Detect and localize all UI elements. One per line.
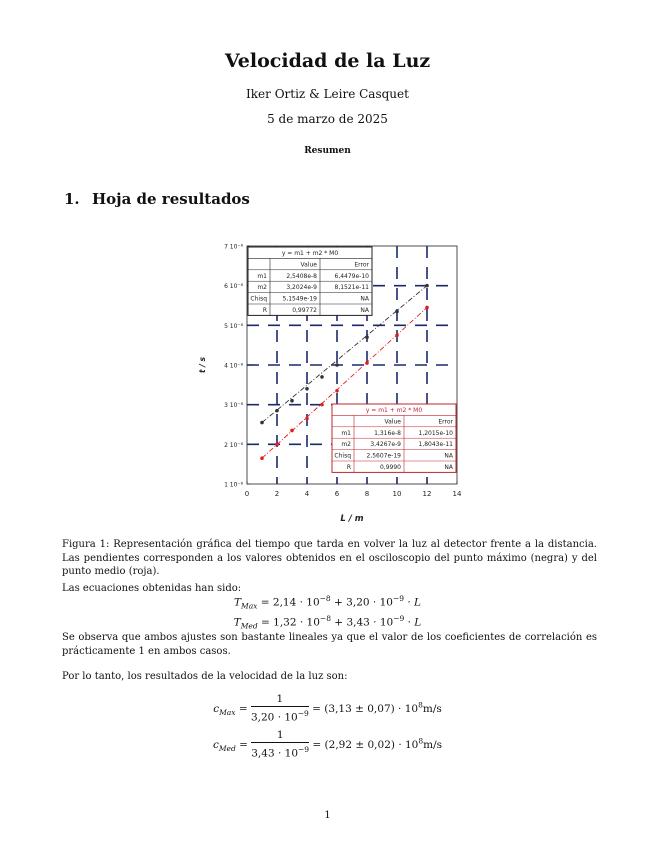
fit-table-black-cell: m1 bbox=[257, 272, 267, 280]
x-tick-label: 14 bbox=[452, 490, 462, 498]
x-tick-label: 0 bbox=[244, 490, 250, 498]
data-point-series-1 bbox=[260, 421, 264, 425]
section-title: Hoja de resultados bbox=[92, 190, 250, 208]
y-tick-label: 2 10⁻⁸ bbox=[224, 441, 243, 449]
data-point-series-2 bbox=[425, 306, 429, 310]
abstract-heading: Resumen bbox=[304, 146, 351, 156]
data-point-series-1 bbox=[275, 409, 279, 413]
x-tick-label: 8 bbox=[364, 490, 370, 498]
data-point-series-2 bbox=[320, 403, 324, 407]
data-point-series-1 bbox=[425, 284, 429, 288]
date: 5 de marzo de 2025 bbox=[267, 112, 388, 126]
y-tick-label: 6 10⁻⁸ bbox=[224, 283, 243, 291]
data-point-series-1 bbox=[395, 310, 399, 314]
y-tick-label: 7 10⁻⁸ bbox=[224, 243, 243, 251]
figure-chart bbox=[195, 236, 465, 526]
fit-table-red-cell: 0,9990 bbox=[380, 464, 401, 471]
linearity-paragraph: Se observa que ambos ajustes son bastante lineales ya que el valor de los coeficientes de correlación es prácticamente 1 en ambos casos. bbox=[62, 632, 597, 657]
fit-table-red-cell: 1,8043e-11 bbox=[418, 441, 453, 449]
data-point-series-1 bbox=[305, 387, 309, 391]
results-intro: Por lo tanto, los resultados de la velocidad de la luz son: bbox=[62, 671, 348, 682]
fit-table-red-cell: NA bbox=[444, 452, 453, 460]
x-axis-label: L / m bbox=[340, 514, 364, 524]
data-point-series-1 bbox=[290, 399, 294, 403]
data-point-series-2 bbox=[260, 456, 264, 460]
data-point-series-2 bbox=[275, 443, 279, 447]
fit-table-red-cell: NA bbox=[444, 464, 453, 471]
fit-table-red-cell: 2,5607e-19 bbox=[366, 452, 401, 460]
fit-table-black-cell: NA bbox=[360, 307, 369, 314]
authors: Iker Ortiz & Leire Casquet bbox=[246, 87, 409, 101]
section-number: 1. bbox=[64, 190, 80, 208]
data-point-series-2 bbox=[395, 333, 399, 337]
fit-table-black-cell: R bbox=[262, 307, 267, 314]
fit-table-red-cell: 1,316e-8 bbox=[374, 429, 401, 437]
y-tick-label: 5 10⁻⁸ bbox=[224, 322, 243, 330]
data-point-series-2 bbox=[335, 389, 339, 393]
x-tick-label: 10 bbox=[392, 490, 402, 498]
data-point-series-1 bbox=[320, 375, 324, 379]
x-tick-label: 2 bbox=[274, 490, 280, 498]
data-point-series-2 bbox=[305, 417, 309, 421]
fit-table-red-cell: m2 bbox=[341, 441, 351, 449]
fit-table-red-header: Value bbox=[384, 418, 401, 426]
fit-table-black-cell: Chisq bbox=[250, 295, 267, 303]
fit-table-black-cell: 5,1549e-19 bbox=[282, 295, 317, 303]
page-title: Velocidad de la Luz bbox=[224, 50, 431, 72]
y-axis-label: t / s bbox=[198, 356, 207, 374]
figure-caption: Figura 1: Representación gráfica del tiempo que tarda en volver la luz al detector frente a la distancia. Las pendientes corresponden a los valores obtenidos en el osciloscopio del punto máximo (negra) y del punto medio (roja). bbox=[62, 539, 597, 577]
data-point-series-2 bbox=[365, 361, 369, 365]
data-point-series-1 bbox=[365, 335, 369, 339]
fit-table-black-cell: 3,2024e-9 bbox=[286, 284, 317, 292]
fit-table-red-cell: 3,4267e-9 bbox=[370, 441, 401, 449]
x-tick-label: 12 bbox=[422, 490, 432, 498]
y-tick-label: 3 10⁻⁸ bbox=[224, 402, 243, 410]
fit-table-red-cell: m1 bbox=[341, 429, 351, 437]
fit-table-black-equation: y = m1 + m2 * M0 bbox=[281, 250, 339, 257]
fit-table-black-cell: 8,1521e-11 bbox=[334, 284, 369, 292]
x-tick-label: 6 bbox=[334, 490, 340, 498]
data-point-series-1 bbox=[335, 363, 339, 367]
fit-table-black-cell: NA bbox=[360, 295, 369, 303]
fraction: $\frac{1}{3,43 \cdot 10^{-9}}$ bbox=[251, 729, 310, 760]
fit-table-red-cell: R bbox=[346, 464, 351, 471]
fit-table-black-cell: m2 bbox=[257, 284, 267, 292]
fit-table-black-cell: 2,5408e-8 bbox=[286, 272, 317, 280]
y-tick-label: 4 10⁻⁸ bbox=[224, 362, 243, 370]
fit-table-red-header: Error bbox=[438, 418, 453, 426]
equation-t-max: $T_{Max} = 2,14 \cdot 10^{-8} + 3,20 \cdot 10^{-9} \cdot L$ bbox=[234, 594, 421, 611]
data-point-series-2 bbox=[290, 429, 294, 433]
fit-table-black-cell: 0,99772 bbox=[292, 307, 317, 314]
fit-table-red-cell: Chisq bbox=[334, 452, 351, 460]
fit-table-black-cell: 6,4479e-10 bbox=[334, 272, 369, 280]
x-tick-label: 4 bbox=[304, 490, 310, 498]
equation-t-med: $T_{Med} = 1,32 \cdot 10^{-8} + 3,43 \cdot 10^{-9} \cdot L$ bbox=[233, 614, 422, 631]
fit-table-black-header: Value bbox=[300, 261, 317, 269]
fit-table-red-equation: y = m1 + m2 * M0 bbox=[365, 407, 423, 414]
equation-c-max: $c_{Max}$ = $\frac{1}{3,20 \cdot 10^{-9}}$ = $(3,13 \pm 0,07) \cdot 10^8m/s$ bbox=[213, 693, 442, 724]
page-number: 1 bbox=[324, 810, 331, 821]
equation-c-med: $c_{Med}$ = $\frac{1}{3,43 \cdot 10^{-9}}$ = $(2,92 \pm 0,02) \cdot 10^8m/s$ bbox=[212, 729, 443, 760]
fraction: $\frac{1}{3,20 \cdot 10^{-9}}$ bbox=[250, 693, 309, 724]
y-tick-label: 1 10⁻⁸ bbox=[224, 481, 243, 489]
fit-table-black-header: Error bbox=[354, 261, 369, 269]
fit-table-red-cell: 1,2015e-10 bbox=[418, 429, 453, 437]
section-heading bbox=[64, 190, 250, 208]
equations-intro: Las ecuaciones obtenidas han sido: bbox=[62, 583, 242, 594]
